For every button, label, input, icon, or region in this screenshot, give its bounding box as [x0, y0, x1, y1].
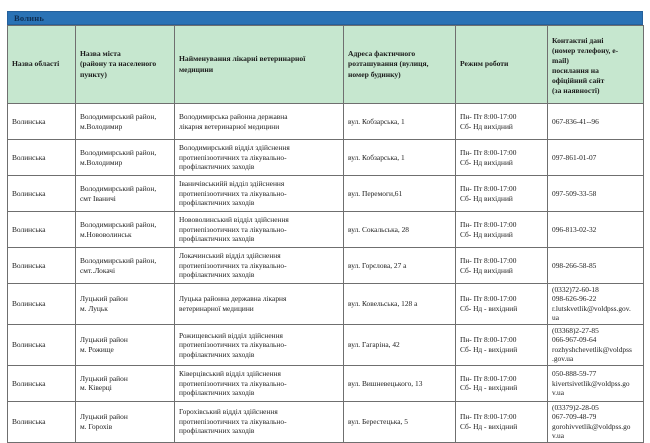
cell-contact — [548, 401, 644, 442]
cell-region: Волинська — [8, 324, 76, 365]
cell-clinic-name — [175, 284, 344, 325]
cell-hours — [456, 104, 548, 140]
cell-contact-line: kivertsivetlik@voldpss.go — [552, 378, 630, 388]
column-header-line: медицини — [179, 64, 214, 74]
cell-contact-line: 098-266-58-85 — [552, 260, 597, 270]
cell-hours — [456, 284, 548, 325]
column-header-line: Контактні дані — [552, 35, 604, 45]
cell-region: Волинська — [8, 104, 76, 140]
cell-contact — [548, 140, 644, 176]
cell-clinic-name-line: протиепізоотичних та лікувально- — [179, 224, 287, 234]
cell-hours-line: Пн- Пт 8:00-17:00 — [460, 412, 517, 422]
cell-city — [76, 104, 175, 140]
cell-clinic-name-line: ветеринарної медицини — [179, 303, 254, 313]
cell-contact — [548, 176, 644, 212]
cell-contact-line: (03379)2-28-05 — [552, 402, 599, 412]
cell-city-line: Луцький район — [80, 412, 128, 422]
column-header-hours — [456, 26, 548, 104]
cell-contact — [548, 104, 644, 140]
cell-region: Волинська — [8, 365, 76, 401]
table-row — [8, 365, 644, 401]
cell-clinic-name-line: протиепізоотичних та лікувально- — [179, 378, 287, 388]
column-header-city — [76, 26, 175, 104]
cell-city-line: м. Луцьк — [80, 303, 108, 313]
column-header-line: Адреса фактичного — [348, 49, 416, 59]
cell-city-line: м. Ківерці — [80, 383, 112, 393]
cell-hours — [456, 176, 548, 212]
cell-city-line: Луцький район — [80, 373, 128, 383]
cell-clinic-name-line: Луцька районна державна лікарня — [179, 294, 287, 304]
region-banner-title: Волинь — [14, 12, 45, 23]
column-header-line: номер будинку) — [348, 69, 401, 79]
cell-clinic-name — [175, 212, 344, 248]
column-header-clinic-name — [175, 26, 344, 104]
cell-contact — [548, 284, 644, 325]
cell-city — [76, 365, 175, 401]
column-header-line: розташування (вулиця, — [348, 59, 429, 69]
cell-contact-line: 098-626-96-22 — [552, 294, 597, 304]
column-header-line: пункту) — [80, 69, 107, 79]
cell-clinic-name-line: профілактичних заходів — [179, 426, 255, 436]
cell-hours — [456, 248, 548, 284]
cell-hours-line: Сб- Нд - вихідний — [460, 421, 518, 431]
table-row — [8, 324, 644, 365]
cell-city — [76, 176, 175, 212]
table-body — [8, 104, 644, 443]
cell-hours-line: Сб- Нд - вихідний — [460, 383, 518, 393]
cell-clinic-name — [175, 104, 344, 140]
cell-city — [76, 401, 175, 442]
cell-city-line: смт..Локачі — [80, 265, 116, 275]
cell-city-line: Луцький район — [80, 335, 128, 345]
column-header-line: Назва області — [12, 59, 60, 69]
cell-hours-line: Сб- Нд вихідний — [460, 157, 513, 167]
cell-hours-line: Пн- Пт 8:00-17:00 — [460, 294, 517, 304]
cell-address: вул. Гагаріна, 42 — [344, 324, 456, 365]
cell-hours-line: Пн- Пт 8:00-17:00 — [460, 220, 517, 230]
cell-contact — [548, 365, 644, 401]
cell-hours — [456, 365, 548, 401]
cell-city-line: Володимирський район, — [80, 256, 157, 266]
cell-city-line: Володимирський район, — [80, 112, 157, 122]
cell-contact-line: gorohivvetlik@voldpss.go — [552, 421, 631, 431]
cell-region: Волинська — [8, 140, 76, 176]
cell-clinic-name-line: профілактичних заходів — [179, 387, 255, 397]
table-row — [8, 140, 644, 176]
cell-city-line: м. Горохів — [80, 421, 113, 431]
cell-contact-line: 097-861-01-07 — [552, 152, 597, 162]
cell-city — [76, 140, 175, 176]
cell-clinic-name-line: профілактичних заходів — [179, 234, 255, 244]
column-header-line: офіційний сайт — [552, 76, 605, 86]
table-header — [8, 26, 644, 104]
table-row — [8, 401, 644, 442]
cell-hours-line: Пн- Пт 8:00-17:00 — [460, 335, 517, 345]
cell-clinic-name-line: профілактичних заходів — [179, 198, 255, 208]
cell-city-line: м.Нововолинськ — [80, 229, 132, 239]
cell-region: Волинська — [8, 176, 76, 212]
table-row — [8, 104, 644, 140]
cell-contact-line: .gov.ua — [552, 354, 574, 364]
cell-clinic-name-line: протиепізоотичних та лікувально- — [179, 188, 287, 198]
cell-address: вул. Ковельська, 128 а — [344, 284, 456, 325]
table-frame — [7, 11, 643, 441]
cell-clinic-name-line: протиепізоотичних та лікувально- — [179, 260, 287, 270]
cell-hours — [456, 212, 548, 248]
cell-hours-line: Пн- Пт 8:00-17:00 — [460, 148, 517, 158]
cell-clinic-name-line: Локачинський відділ здійснення — [179, 251, 281, 261]
cell-hours — [456, 324, 548, 365]
cell-address: вул. Кобзарська, 1 — [344, 140, 456, 176]
cell-address: вул. Горєлова, 27 а — [344, 248, 456, 284]
column-header-contact — [548, 26, 644, 104]
table-row — [8, 176, 644, 212]
cell-address: вул. Вишневецького, 13 — [344, 365, 456, 401]
cell-clinic-name — [175, 324, 344, 365]
cell-clinic-name — [175, 140, 344, 176]
cell-hours-line: Сб- Нд вихідний — [460, 193, 513, 203]
column-header-address — [344, 26, 456, 104]
cell-contact-line: v.ua — [552, 431, 565, 441]
cell-city-line: Володимирський район, — [80, 148, 157, 158]
cell-hours — [456, 140, 548, 176]
header-row — [8, 26, 644, 104]
cell-clinic-name-line: Володимирський відділ здійснення — [179, 143, 290, 153]
cell-clinic-name-line: протиепізоотичних та лікувально- — [179, 340, 287, 350]
cell-contact-line: rozhyshchevetlik@voldpss — [552, 344, 632, 354]
cell-contact — [548, 212, 644, 248]
cell-clinic-name-line: Ківерцівський відділ здійснення — [179, 369, 281, 379]
cell-contact-line: 050-888-59-77 — [552, 369, 597, 379]
cell-contact-line: 067-709-48-79 — [552, 412, 597, 422]
cell-contact-line: ua — [552, 313, 559, 323]
region-banner — [7, 11, 643, 25]
cell-address: вул. Сокальська, 28 — [344, 212, 456, 248]
cell-city-line: смт Іваничі — [80, 193, 116, 203]
cell-hours — [456, 401, 548, 442]
table-row — [8, 212, 644, 248]
cell-clinic-name-line: Рожищевський відділ здійснення — [179, 330, 283, 340]
cell-city — [76, 284, 175, 325]
column-header-line: Режим роботи — [460, 59, 509, 69]
cell-clinic-name-line: протиепізоотичних та лікувально- — [179, 416, 287, 426]
cell-clinic-name-line: Володимирська районна державна — [179, 112, 288, 122]
cell-address: вул. Перемоги,61 — [344, 176, 456, 212]
cell-contact-line: 067-836-41--96 — [552, 116, 599, 126]
column-header-line: (номер телефону, e- — [552, 45, 619, 55]
cell-contact-line: 096-813-02-32 — [552, 224, 597, 234]
cell-city — [76, 212, 175, 248]
cell-hours-line: Сб- Нд - вихідний — [460, 303, 518, 313]
column-header-line: mail) — [552, 55, 569, 65]
cell-clinic-name-line: протиепізоотичних та лікувально- — [179, 152, 287, 162]
cell-clinic-name-line: Горохівський відділ здійснення — [179, 407, 278, 417]
cell-region: Волинська — [8, 248, 76, 284]
column-header-line: Найменування лікарні ветеринарної — [179, 54, 306, 64]
cell-clinic-name — [175, 365, 344, 401]
cell-region: Волинська — [8, 284, 76, 325]
cell-hours-line: Сб- Нд вихідний — [460, 121, 513, 131]
cell-contact-line: r.lutskvetlik@voldpss.gov. — [552, 303, 631, 313]
cell-clinic-name — [175, 401, 344, 442]
cell-city-line: Володимирський район, — [80, 184, 157, 194]
cell-clinic-name-line: Нововолинський відділ здійснення — [179, 215, 289, 225]
cell-hours-line: Сб- Нд вихідний — [460, 229, 513, 239]
cell-hours-line: Пн- Пт 8:00-17:00 — [460, 256, 517, 266]
cell-contact-line: (03368)2-27-85 — [552, 325, 599, 335]
cell-clinic-name — [175, 176, 344, 212]
column-header-region — [8, 26, 76, 104]
cell-city — [76, 324, 175, 365]
cell-hours-line: Пн- Пт 8:00-17:00 — [460, 373, 517, 383]
cell-hours-line: Пн- Пт 8:00-17:00 — [460, 184, 517, 194]
cell-hours-line: Сб- Нд вихідний — [460, 265, 513, 275]
cell-hours-line: Сб- Нд - вихідний — [460, 344, 518, 354]
cell-clinic-name-line: лікарня ветеринарної медицини — [179, 121, 280, 131]
cell-city-line: м. Рожище — [80, 344, 114, 354]
cell-region: Волинська — [8, 401, 76, 442]
cell-region: Волинська — [8, 212, 76, 248]
cell-clinic-name-line: профілактичних заходів — [179, 349, 255, 359]
cell-city-line: м.Володимир — [80, 157, 123, 167]
column-header-line: (району та населеного — [80, 59, 157, 69]
cell-hours-line: Пн- Пт 8:00-17:00 — [460, 112, 517, 122]
column-header-line: Назва міста — [80, 49, 121, 59]
cell-address: вул. Кобзарська, 1 — [344, 104, 456, 140]
cell-address: вул. Берестецька, 5 — [344, 401, 456, 442]
cell-city-line: м.Володимир — [80, 121, 123, 131]
cell-clinic-name-line: профілактичних заходів — [179, 270, 255, 280]
column-header-line: (за наявності) — [552, 86, 600, 96]
cell-city — [76, 248, 175, 284]
cell-contact-line: (0332)72-60-18 — [552, 285, 599, 294]
table-row — [8, 284, 644, 325]
cell-city-line: Луцький район — [80, 294, 128, 304]
table-row — [8, 248, 644, 284]
cell-contact-line: v.ua — [552, 387, 565, 397]
column-header-line: посилання на — [552, 66, 599, 75]
cell-clinic-name-line: Іваничівськийй відділ здійснення — [179, 179, 285, 189]
cell-contact — [548, 324, 644, 365]
cell-contact — [548, 248, 644, 284]
cell-city-line: Володимирський район, — [80, 220, 157, 230]
veterinary-clinics-table — [7, 25, 644, 443]
cell-contact-line: 066-967-09-64 — [552, 335, 597, 345]
cell-clinic-name-line: профілактичних заходів — [179, 162, 255, 172]
cell-contact-line: 097-509-33-58 — [552, 188, 597, 198]
cell-clinic-name — [175, 248, 344, 284]
